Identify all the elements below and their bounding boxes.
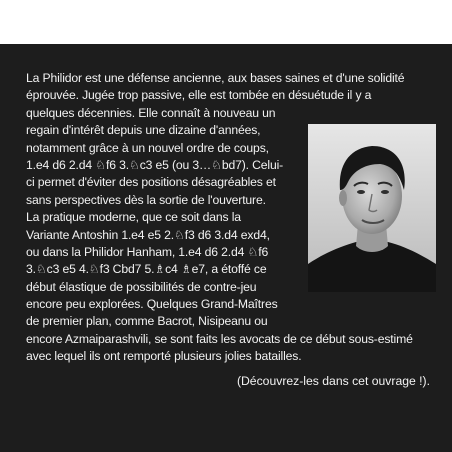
text-line: de premier plan, comme Bacrot, Nisipeanu ou [26, 314, 268, 329]
text-line: Variante Antoshin 1.e4 e5 2.♘f3 d6 3.d4 exd4, [26, 227, 270, 242]
text-line: encore Azmaiparashvili, se sont faits les avocats de ce début sous-estimé [26, 331, 413, 346]
text-line: éprouvée. Jugée trop passive, elle est tombée en désuétude il y a [26, 88, 372, 103]
text-line: début élastique de possibilités de contre-jeu [26, 279, 257, 294]
text-line: quelques décennies. Elle connaît à nouveau un [26, 105, 276, 120]
text-line: 3.♘c3 e5 4.♘f3 Cbd7 5.♗c4 ♗e7, a étoffé ce [26, 262, 267, 277]
text-line: regain d'intérêt depuis une dizaine d'années, [26, 123, 261, 138]
closing-text: (Découvrez-les dans cet ouvrage !). [236, 374, 430, 388]
text-line: ou dans la Philidor Hanham, 1.e4 d6 2.d4 ♘f6 [26, 244, 269, 259]
text-line: ci permet d'éviter des positions désagréables et [26, 175, 276, 190]
text-line: La Philidor est une défense ancienne, aux bases saines et d'une solidité [26, 71, 405, 85]
text-line: 1.e4 d6 2.d4 ♘f6 3.♘c3 e5 (ou 3…♘bd7). Celui- [26, 157, 284, 172]
text-line: encore peu explorées. Quelques Grand-Maîtres [26, 297, 278, 312]
text-line: notamment grâce à un nouvel ordre de coups, [26, 140, 269, 155]
text-line: avec lequel ils ont remporté plusieurs jolies batailles. [26, 349, 302, 364]
text-line: sans perspectives dès la sortie de l'ouverture. [26, 192, 266, 207]
author-photo [308, 124, 436, 292]
text-line: La pratique moderne, que ce soit dans la [26, 210, 241, 225]
